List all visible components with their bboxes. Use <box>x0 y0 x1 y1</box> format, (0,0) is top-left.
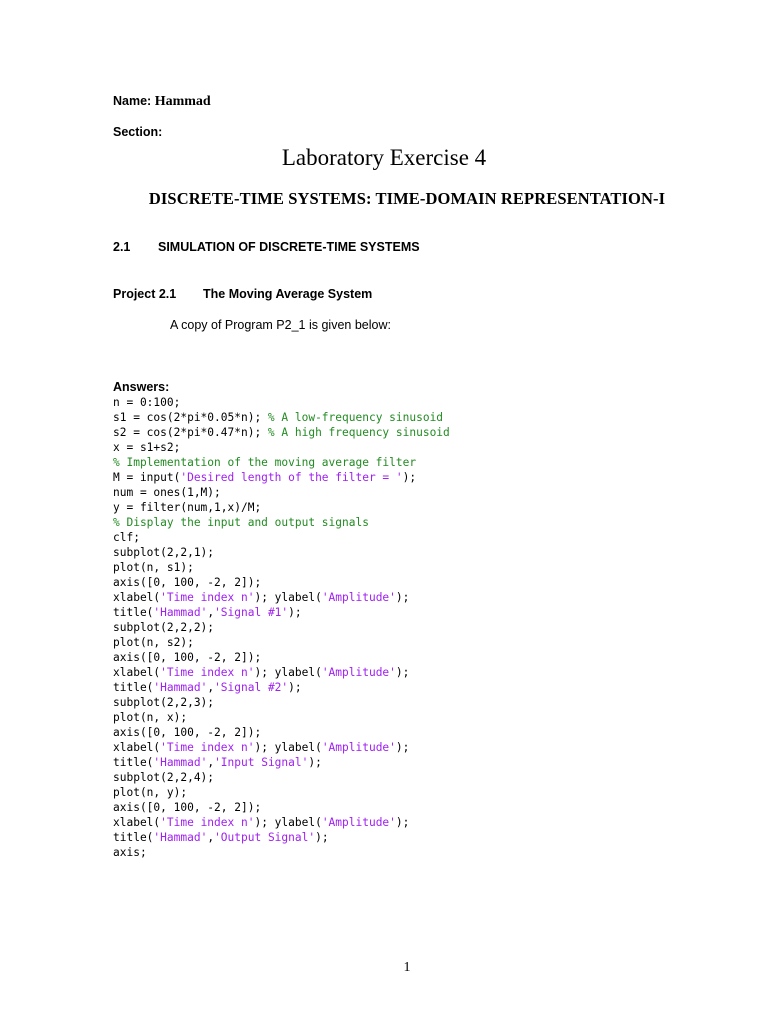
code-text: xlabel( <box>113 591 161 604</box>
code-text: plot(n, s2); <box>113 636 194 649</box>
code-line <box>113 815 450 830</box>
code-string: 'Time index n' <box>160 666 255 679</box>
code-comment: % Implementation of the moving average filter <box>113 456 417 469</box>
code-text: ); <box>308 756 322 769</box>
code-line <box>113 590 450 605</box>
answers-label: Answers: <box>113 380 170 394</box>
code-text: x = s1+s2; <box>113 441 181 454</box>
code-line <box>113 770 450 785</box>
code-text: xlabel( <box>113 741 161 754</box>
code-text: axis; <box>113 846 147 859</box>
code-text: ); <box>288 681 302 694</box>
code-string: 'Time index n' <box>160 591 255 604</box>
code-string: 'Output Signal' <box>214 831 316 844</box>
code-text: plot(n, y); <box>113 786 188 799</box>
code-text: subplot(2,2,4); <box>113 771 215 784</box>
code-string: 'Signal #1' <box>214 606 289 619</box>
code-line <box>113 710 450 725</box>
code-text: ); <box>315 831 329 844</box>
code-line <box>113 410 450 425</box>
code-line <box>113 425 450 440</box>
code-text: ); <box>395 591 410 604</box>
code-text: s2 = cos(2*pi*0.47*n); <box>113 426 268 439</box>
page-number: 1 <box>403 960 411 975</box>
code-line <box>113 635 450 650</box>
document-subtitle: DISCRETE-TIME SYSTEMS: TIME-DOMAIN REPRESENTATION-I <box>148 189 666 208</box>
code-line <box>113 665 450 680</box>
code-text: , <box>207 831 215 844</box>
code-text: subplot(2,2,1); <box>113 546 215 559</box>
project-title: The Moving Average System <box>203 287 373 301</box>
code-line <box>113 515 450 530</box>
code-text: plot(n, s1); <box>113 561 194 574</box>
code-text: s1 = cos(2*pi*0.05*n); <box>113 411 268 424</box>
code-text: M = input( <box>113 471 181 484</box>
code-line <box>113 395 450 410</box>
code-line <box>113 575 450 590</box>
code-text: xlabel( <box>113 816 161 829</box>
code-string: 'Hammad' <box>153 606 208 619</box>
code-line <box>113 680 450 695</box>
project-number: Project 2.1 <box>113 287 177 301</box>
code-line <box>113 650 450 665</box>
code-text: subplot(2,2,3); <box>113 696 215 709</box>
code-text: , <box>207 756 215 769</box>
name-value: Hammad <box>154 94 211 109</box>
code-text: axis([0, 100, -2, 2]); <box>113 576 262 589</box>
code-line <box>113 845 450 860</box>
code-text: ); ylabel( <box>254 816 322 829</box>
code-line <box>113 740 450 755</box>
code-line <box>113 620 450 635</box>
name-label: Name: <box>113 94 155 108</box>
code-line <box>113 800 450 815</box>
code-text: y = filter(num,1,x)/M; <box>113 501 262 514</box>
code-line <box>113 470 450 485</box>
document-title: Laboratory Exercise 4 <box>281 145 487 170</box>
code-line <box>113 500 450 515</box>
section-label: Section: <box>113 125 163 139</box>
code-string: 'Hammad' <box>153 831 208 844</box>
code-text: clf; <box>113 531 140 544</box>
code-string: 'Amplitude' <box>321 666 396 679</box>
name-line <box>113 94 211 110</box>
code-text: ); ylabel( <box>254 741 322 754</box>
code-string: 'Time index n' <box>160 741 255 754</box>
code-string: 'Input Signal' <box>214 756 309 769</box>
code-text: n = 0:100; <box>113 396 181 409</box>
code-text: ); ylabel( <box>254 666 322 679</box>
code-line <box>113 785 450 800</box>
code-string: 'Time index n' <box>160 816 255 829</box>
intro-text: A copy of Program P2_1 is given below: <box>170 318 391 332</box>
code-comment: % A low-frequency sinusoid <box>267 411 444 424</box>
code-line <box>113 440 450 455</box>
code-text: ); <box>395 741 410 754</box>
code-text: ); <box>395 666 410 679</box>
code-comment: % A high frequency sinusoid <box>267 426 450 439</box>
code-string: 'Hammad' <box>153 756 208 769</box>
code-string: 'Amplitude' <box>321 591 396 604</box>
code-text: , <box>207 606 215 619</box>
code-text: num = ones(1,M); <box>113 486 221 499</box>
code-string: 'Amplitude' <box>321 741 396 754</box>
code-text: axis([0, 100, -2, 2]); <box>113 651 262 664</box>
code-text: axis([0, 100, -2, 2]); <box>113 801 262 814</box>
section-heading-text: SIMULATION OF DISCRETE-TIME SYSTEMS <box>158 240 420 254</box>
code-string: 'Amplitude' <box>321 816 396 829</box>
code-text: xlabel( <box>113 666 161 679</box>
code-text: , <box>207 681 215 694</box>
code-text: plot(n, x); <box>113 711 188 724</box>
code-line <box>113 755 450 770</box>
code-text: title( <box>113 756 154 769</box>
code-string: 'Desired length of the filter = ' <box>180 471 403 484</box>
code-line <box>113 455 450 470</box>
code-text: axis([0, 100, -2, 2]); <box>113 726 262 739</box>
code-line <box>113 605 450 620</box>
code-text: ); <box>395 816 410 829</box>
code-string: 'Signal #2' <box>214 681 289 694</box>
code-line <box>113 830 450 845</box>
code-text: ); <box>402 471 417 484</box>
code-line <box>113 725 450 740</box>
code-text: title( <box>113 831 154 844</box>
code-text: subplot(2,2,2); <box>113 621 215 634</box>
section-heading-number: 2.1 <box>113 240 131 254</box>
code-comment: % Display the input and output signals <box>113 516 369 529</box>
code-text: title( <box>113 606 154 619</box>
code-listing <box>113 395 450 860</box>
code-line <box>113 530 450 545</box>
code-text: title( <box>113 681 154 694</box>
code-text: ); ylabel( <box>254 591 322 604</box>
code-line <box>113 485 450 500</box>
code-line <box>113 545 450 560</box>
code-line <box>113 695 450 710</box>
code-line <box>113 560 450 575</box>
code-string: 'Hammad' <box>153 681 208 694</box>
code-text: ); <box>288 606 302 619</box>
